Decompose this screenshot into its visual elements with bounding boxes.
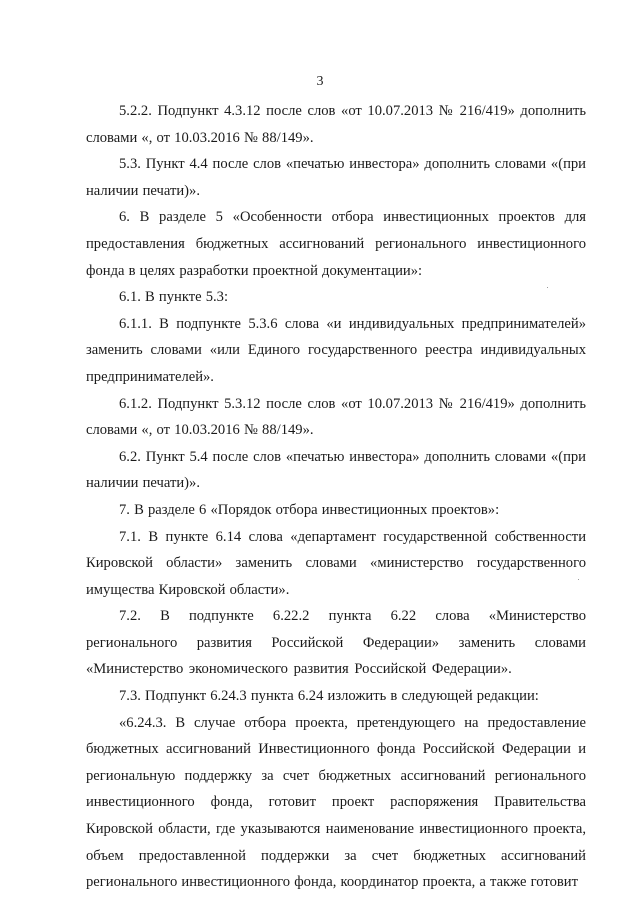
paragraph-7-3: 7.3. Подпункт 6.24.3 пункта 6.24 изложить в следующей редакции: [119,688,539,705]
paragraph-6: 6. В разделе 5 «Особенности отбора инвестиционных проектов для предоставления бюджетных ассигнований регионального инвестиционного фонда в целях разработки проектной документации»: [86,209,586,279]
paragraph-6-1: 6.1. В пункте 5.3: [119,289,229,306]
page-number: 3 [316,74,324,89]
paragraph-5-3: 5.3. Пункт 4.4 после слов «печатью инвестора» дополнить словами «(при наличии печати)». [86,156,586,199]
paragraph-7-2: 7.2. В подпункте 6.22.2 пункта 6.22 слова «Министерство регионального развития Российской Федерации» заменить словами «Министерство экономического развития Российской Федерации». [86,608,586,678]
scan-speck [578,579,579,580]
paragraph-6-2: 6.2. Пункт 5.4 после слов «печатью инвестора» дополнить словами «(при наличии печати)». [86,448,586,492]
paragraph-6-1-2: 6.1.2. Подпункт 5.3.12 после слов «от 10.07.2013 № 216/419» дополнить словами «, от 10.03.2016 № 88/149». [86,395,586,439]
paragraph-6-24-3-quote: «6.24.3. В случае отбора проекта, претендующего на предоставление бюджетных ассигнований Инвестиционного фонда Российской Федерации и региональную поддержку за счет бюджетных ассигнований регионального инвестиционного фонда, готовит проект распоряжения Правительства Кировской области, где указываются наименование инвестиционного проекта, объем предоставленной поддержки за счет бюджетных ассигнований регионального инвестиционного фонда, координатор проекта, а также готовит [86,714,586,891]
paragraph-7: 7. В разделе 6 «Порядок отбора инвестиционных проектов»: [119,501,500,518]
scan-speck [547,287,548,288]
paragraph-7-1: 7.1. В пункте 6.14 слова «департамент государственной собственности Кировской области» заменить словами «министерство государственного имущества Кировской области». [86,528,586,598]
paragraph-5-2-2: 5.2.2. Подпункт 4.3.12 после слов «от 10.07.2013 № 216/419» дополнить словами «, от 10.03.2016 № 88/149». [86,103,586,146]
paragraph-6-1-1: 6.1.1. В подпункте 5.3.6 слова «и индивидуальных предпринимателей» заменить словами «или Единого государственного реестра индивидуальных предпринимателей». [86,315,586,385]
document-body [86,98,586,896]
